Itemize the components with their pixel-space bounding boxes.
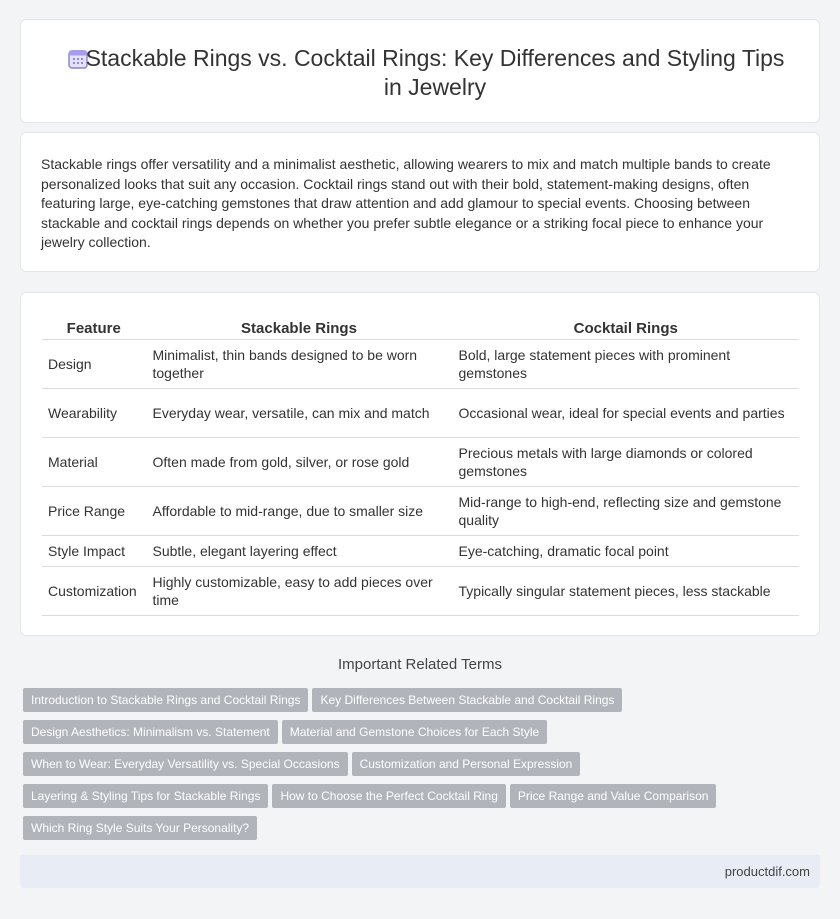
related-tag[interactable]: Customization and Personal Expression bbox=[352, 752, 581, 776]
stackable-cell: Highly customizable, easy to add pieces over time bbox=[146, 566, 452, 615]
stackable-cell: Everyday wear, versatile, can mix and match bbox=[146, 388, 452, 437]
related-tag[interactable]: When to Wear: Everyday Versatility vs. Special Occasions bbox=[23, 752, 348, 776]
cocktail-cell: Occasional wear, ideal for special events and parties bbox=[452, 388, 799, 437]
title-card bbox=[20, 19, 820, 123]
feature-cell: Wearability bbox=[42, 388, 146, 437]
related-tag[interactable]: Price Range and Value Comparison bbox=[510, 784, 717, 808]
related-tag[interactable]: Introduction to Stackable Rings and Cocktail Rings bbox=[23, 688, 308, 712]
related-tag[interactable]: How to Choose the Perfect Cocktail Ring bbox=[272, 784, 505, 808]
cocktail-cell: Mid-range to high-end, reflecting size and gemstone quality bbox=[452, 486, 799, 535]
feature-cell: Price Range bbox=[42, 486, 146, 535]
table-row bbox=[42, 437, 799, 486]
cocktail-cell: Precious metals with large diamonds or colored gemstones bbox=[452, 437, 799, 486]
cocktail-cell: Bold, large statement pieces with prominent gemstones bbox=[452, 339, 799, 388]
related-tag[interactable]: Key Differences Between Stackable and Cocktail Rings bbox=[312, 688, 622, 712]
comparison-table bbox=[42, 313, 799, 616]
cocktail-cell: Typically singular statement pieces, less stackable bbox=[452, 566, 799, 615]
cocktail-cell: Eye-catching, dramatic focal point bbox=[452, 535, 799, 566]
feature-cell: Design bbox=[42, 339, 146, 388]
stackable-cell: Often made from gold, silver, or rose gold bbox=[146, 437, 452, 486]
header-stackable: Stackable Rings bbox=[146, 313, 452, 339]
related-tags bbox=[23, 688, 823, 848]
comparison-card bbox=[20, 292, 820, 636]
feature-cell: Style Impact bbox=[42, 535, 146, 566]
header-feature: Feature bbox=[42, 313, 146, 339]
table-row bbox=[42, 566, 799, 615]
footer-site-link[interactable]: productdif.com bbox=[724, 864, 810, 879]
page-title: Stackable Rings vs. Cocktail Rings: Key Differences and Styling Tips in Jewelry bbox=[85, 45, 785, 100]
feature-cell: Customization bbox=[42, 566, 146, 615]
related-terms-heading: Important Related Terms bbox=[338, 656, 502, 673]
intro-card bbox=[20, 132, 820, 272]
stackable-cell: Minimalist, thin bands designed to be worn together bbox=[146, 339, 452, 388]
table-header-row bbox=[42, 313, 799, 339]
related-tag[interactable]: Material and Gemstone Choices for Each Style bbox=[282, 720, 547, 744]
related-tag[interactable]: Which Ring Style Suits Your Personality? bbox=[23, 816, 257, 840]
footer-bar bbox=[20, 855, 820, 888]
table-row bbox=[42, 339, 799, 388]
feature-cell: Material bbox=[42, 437, 146, 486]
stackable-cell: Affordable to mid-range, due to smaller size bbox=[146, 486, 452, 535]
table-row bbox=[42, 486, 799, 535]
related-tag[interactable]: Layering & Styling Tips for Stackable Rings bbox=[23, 784, 268, 808]
intro-paragraph: Stackable rings offer versatility and a minimalist aesthetic, allowing wearers to mix and match multiple bands to create personalized looks that suit any occasion. Cocktail rings stand out with their bold, statement-making designs, often featuring large, eye-catching gemstones that draw attention and add glamour to special events. Choosing between stackable and cocktail rings depends on whether you prefer subtle elegance or a striking focal piece to enhance your jewelry collection. bbox=[41, 156, 771, 250]
table-row bbox=[42, 535, 799, 566]
stackable-cell: Subtle, elegant layering effect bbox=[146, 535, 452, 566]
header-cocktail: Cocktail Rings bbox=[452, 313, 799, 339]
table-row bbox=[42, 388, 799, 437]
related-tag[interactable]: Design Aesthetics: Minimalism vs. Statement bbox=[23, 720, 278, 744]
